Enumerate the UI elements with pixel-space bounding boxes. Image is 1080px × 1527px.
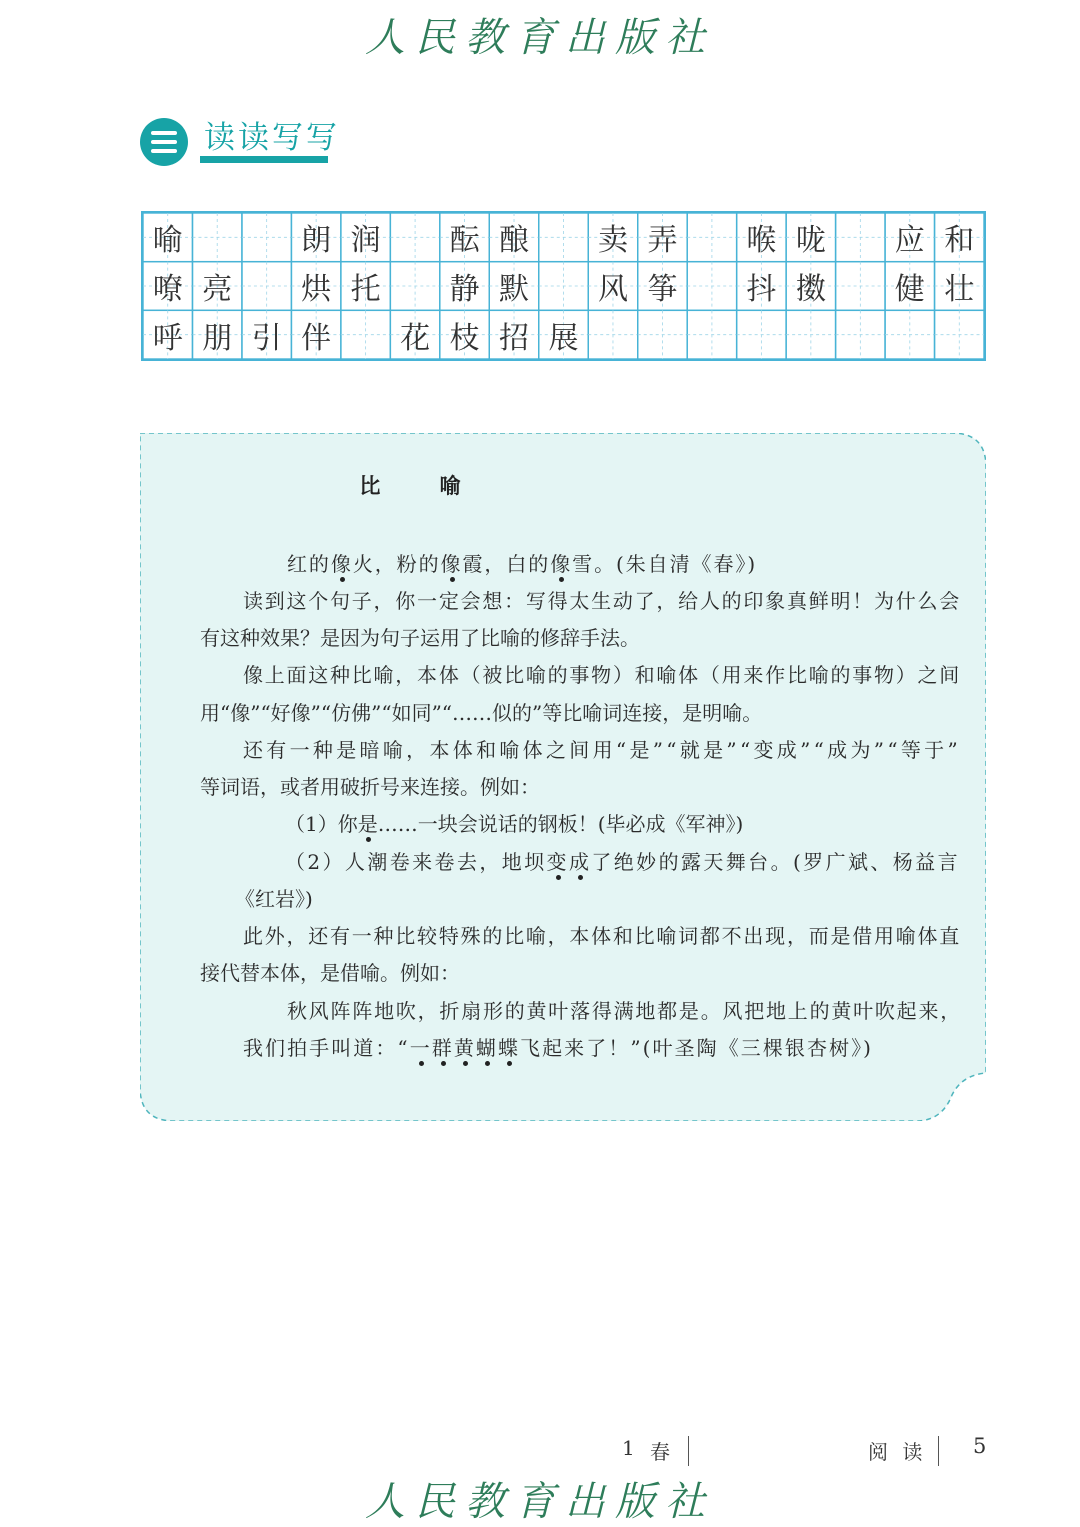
- emphasis-char: 一: [409, 1036, 432, 1060]
- card-paragraph-line: [287, 548, 757, 577]
- emphasis-char: 黄: [453, 1036, 476, 1060]
- card-paragraph-line: [200, 622, 640, 651]
- footer-divider: [938, 1436, 939, 1466]
- grid-character: 应: [894, 223, 925, 259]
- text-segment: 用“像”“好像”“仿佛”“如同”“……似的”等比喻词连接，是明喻。: [200, 701, 763, 725]
- text-segment: 雪。(朱自清《春》): [572, 552, 758, 576]
- card-paragraph-line: [200, 697, 762, 726]
- grid-character: 风: [597, 271, 628, 307]
- text-segment: 秋风阵阵地吹，折扇形的黄叶落得满地都是。风把地上的黄叶吹起来，: [287, 999, 962, 1023]
- card-paragraph-line: [287, 995, 962, 1024]
- card-paragraph-line: [285, 808, 743, 837]
- grid-character: 呼: [152, 320, 183, 356]
- emphasis-char: 像: [550, 552, 573, 576]
- grid-character: 托: [350, 271, 381, 307]
- grid-character: [192, 213, 241, 262]
- text-segment: 接代替本体，是借喻。例如：: [200, 961, 460, 985]
- footer-divider: [688, 1436, 689, 1466]
- grid-character: [341, 310, 390, 359]
- grid-character: 喻: [152, 223, 183, 259]
- grid-character: [836, 310, 885, 359]
- grid-character: 和: [944, 223, 975, 259]
- card-paragraph-line: [235, 883, 313, 912]
- text-segment: 了绝妙的露天舞台。(罗广斌、杨益言: [591, 850, 960, 874]
- vocab-grid: [141, 211, 986, 361]
- grid-character: [390, 213, 439, 262]
- text-segment: 此外，还有一种比较特殊的比喻，本体和比喻词都不出现，而是借用喻体直: [243, 924, 961, 948]
- grid-character: 酝: [449, 223, 480, 259]
- grid-character: [836, 262, 885, 311]
- text-segment: 我们拍手叫道：“: [243, 1036, 410, 1060]
- card-paragraph-line: [243, 659, 961, 688]
- footer-lesson-number: 1: [622, 1436, 635, 1460]
- grid-character: 朗: [301, 223, 332, 259]
- emphasis-char: 群: [431, 1036, 454, 1060]
- grid-character: [786, 310, 835, 359]
- grid-character: 喉: [746, 223, 777, 259]
- card-paragraph-line: [243, 585, 961, 614]
- text-segment: 霞，白的: [462, 552, 551, 576]
- grid-character: [539, 213, 588, 262]
- publisher-logo-bottom: 人民教育出版社: [365, 1479, 715, 1525]
- text-segment: 有这种效果？是因为句子运用了比喻的修辞手法。: [200, 626, 640, 650]
- card-paragraph-line: [243, 920, 961, 949]
- grid-character: [588, 310, 637, 359]
- card-paragraph-line: [200, 957, 460, 986]
- grid-character: [935, 310, 984, 359]
- grid-character: 伴: [301, 320, 332, 356]
- emphasis-char: 蝶: [497, 1036, 521, 1060]
- publisher-logo-top: 人民教育出版社: [365, 15, 715, 61]
- grid-character: 弄: [647, 223, 678, 259]
- grid-character: 静: [449, 271, 480, 307]
- footer-unit: 阅 读: [868, 1440, 927, 1464]
- grid-character: 默: [499, 271, 530, 307]
- grid-character: [687, 310, 736, 359]
- section-underline: [200, 156, 328, 163]
- grid-character: [687, 213, 736, 262]
- grid-character: 亮: [202, 271, 233, 307]
- grid-character: [390, 262, 439, 311]
- text-segment: 飞起来了！”(叶圣陶《三棵银杏树》): [520, 1036, 873, 1060]
- text-segment: 等词语，或者用破折号来连接。例如：: [200, 775, 540, 799]
- grid-character: 引: [251, 320, 282, 356]
- grid-character: 筝: [647, 271, 678, 307]
- emphasis-char: 成: [568, 850, 592, 874]
- emphasis-char: 是: [357, 812, 378, 836]
- emphasis-char: 像: [440, 552, 463, 576]
- card-title: 比 喻: [359, 473, 487, 498]
- grid-character: 咙: [795, 223, 826, 259]
- grid-character: 壮: [944, 271, 975, 307]
- text-segment: （1）你: [285, 812, 358, 836]
- grid-character: [737, 310, 786, 359]
- text-segment: （2）人潮卷来卷去，地坝: [285, 850, 547, 874]
- grid-character: 擞: [795, 271, 826, 307]
- grid-character: 花: [400, 320, 431, 356]
- card-paragraph-line: [200, 771, 540, 800]
- footer-lesson-title: 春: [650, 1440, 670, 1464]
- grid-character: 烘: [301, 271, 332, 307]
- grid-character: 招: [499, 320, 530, 356]
- list-icon: [140, 118, 188, 166]
- text-segment: 像上面这种比喻，本体（被比喻的事物）和喻体（用来作比喻的事物）之间: [243, 663, 961, 687]
- grid-character: 枝: [449, 320, 480, 356]
- card-paragraph-line: [243, 734, 961, 763]
- text-segment: 火，粉的: [352, 552, 441, 576]
- grid-character: [242, 262, 291, 311]
- grid-character: [539, 262, 588, 311]
- text-segment: 《红岩》): [235, 887, 313, 911]
- emphasis-char: 像: [330, 552, 353, 576]
- card-paragraph-line: [285, 846, 960, 875]
- grid-character: 朋: [202, 320, 233, 356]
- emphasis-char: 蝴: [475, 1036, 498, 1060]
- grid-character: 嘹: [152, 271, 183, 307]
- grid-character: 抖: [746, 271, 777, 307]
- text-segment: 读到这个句子，你一定会想：写得太生动了，给人的印象真鲜明！为什么会: [243, 589, 961, 613]
- section-title: 读读写写: [204, 120, 340, 156]
- grid-character: [638, 310, 687, 359]
- grid-character: 展: [548, 320, 579, 356]
- text-segment: 红的: [287, 552, 331, 576]
- emphasis-char: 变: [546, 850, 569, 874]
- grid-character: 健: [894, 271, 925, 307]
- grid-character: 卖: [597, 223, 628, 259]
- card-paragraph-line: [243, 1032, 873, 1061]
- grid-character: [836, 213, 885, 262]
- grid-character: 酿: [499, 223, 530, 259]
- text-segment: 还有一种是暗喻，本体和喻体之间用“是”“就是”“变成”“成为”“等于”: [243, 738, 961, 762]
- page-number: 5: [973, 1434, 987, 1458]
- grid-character: [687, 262, 736, 311]
- grid-character: [242, 213, 291, 262]
- text-segment: ……一块会说话的钢板！(毕必成《军神》): [377, 812, 744, 836]
- grid-character: 润: [350, 223, 381, 259]
- grid-character: [885, 310, 934, 359]
